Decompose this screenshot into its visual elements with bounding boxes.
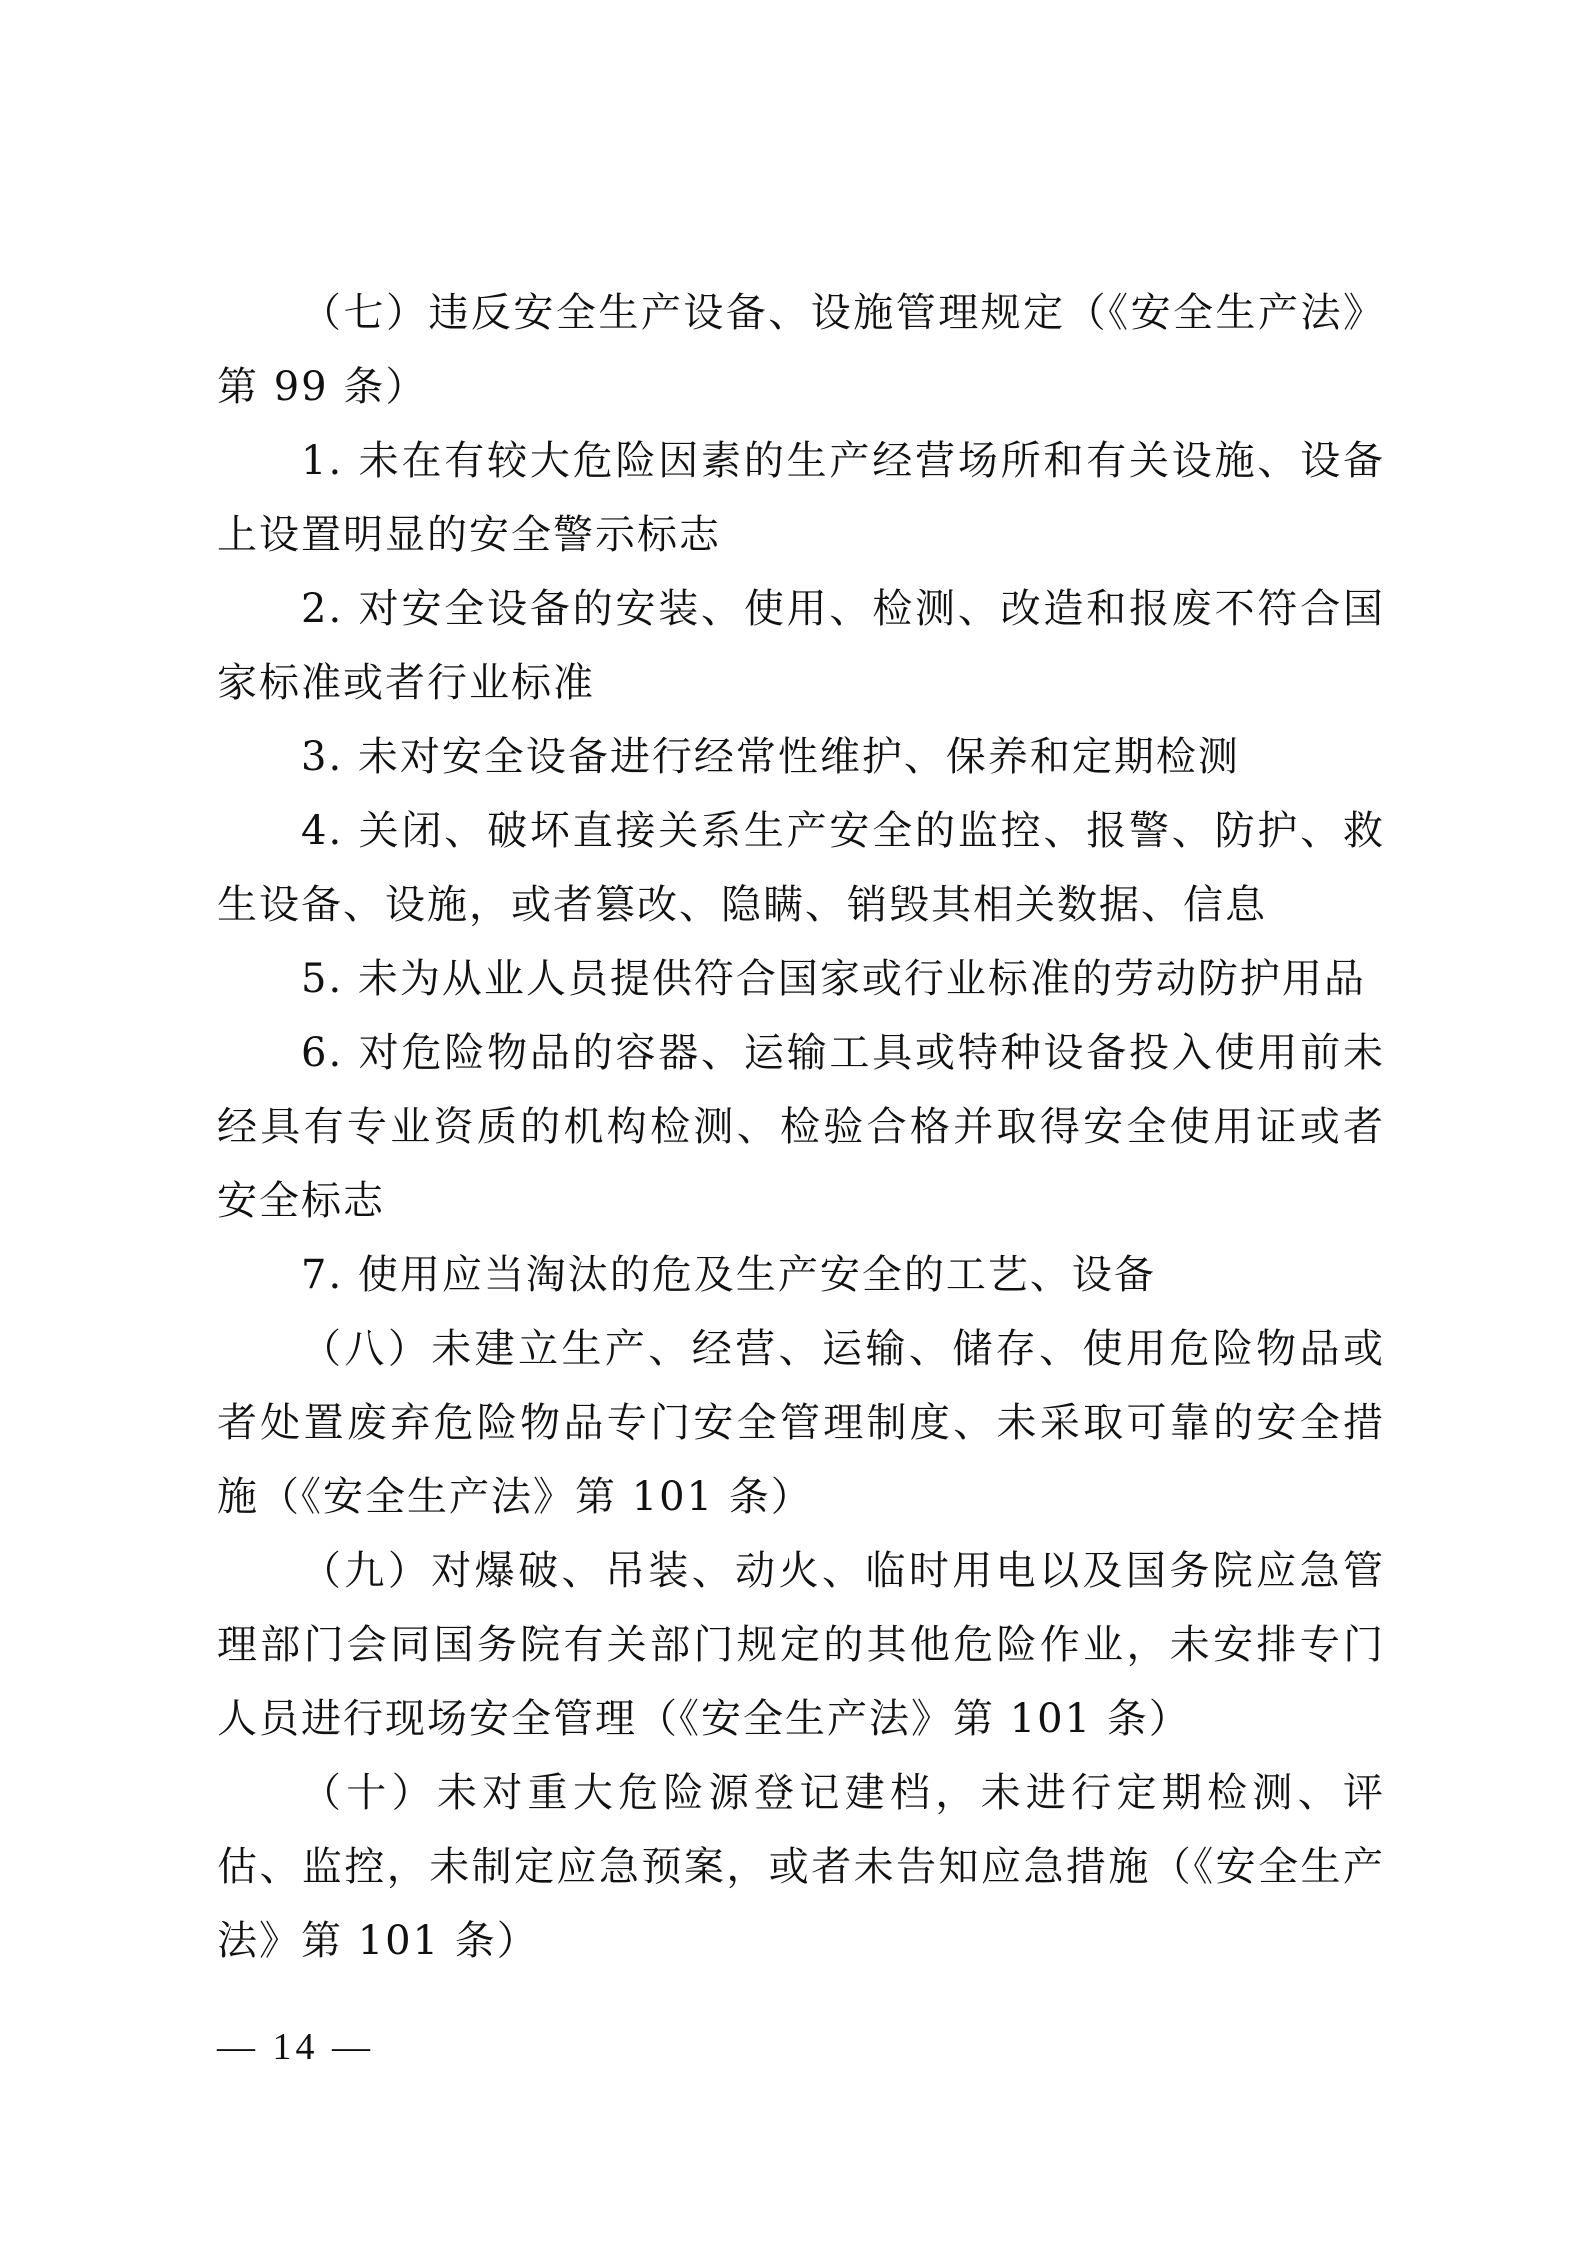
paragraph-item-5: 5. 未为从业人员提供符合国家或行业标准的劳动防护用品 (301, 956, 1366, 1002)
paragraph-item-4: 4. 关闭、破坏直接关系生产安全的监控、报警、防护、救生设备、设施，或者篡改、隐瞒、销毁其相关数据、信息 (217, 808, 1385, 928)
paragraph-section-9: （九）对爆破、吊装、动火、临时用电以及国务院应急管理部门会同国务院有关部门规定的其他危险作业，未安排专门人员进行现场安全管理（《安全生产法》第 101 条） (217, 1548, 1385, 1742)
paragraph-item-1: 1. 未在有较大危险因素的生产经营场所和有关设施、设备上设置明显的安全警示标志 (217, 438, 1385, 558)
paragraph-item-7: 7. 使用应当淘汰的危及生产安全的工艺、设备 (301, 1252, 1156, 1298)
paragraph-item-2: 2. 对安全设备的安装、使用、检测、改造和报废不符合国家标准或者行业标准 (217, 586, 1385, 706)
paragraph-item-3: 3. 未对安全设备进行经常性维护、保养和定期检测 (301, 734, 1240, 780)
paragraph-section-7: （七）违反安全生产设备、设施管理规定（《安全生产法》第 99 条） (217, 290, 1385, 410)
page-number: — 14 — (217, 2026, 374, 2068)
paragraph-item-6: 6. 对危险物品的容器、运输工具或特种设备投入使用前未经具有专业资质的机构检测、检验合格并取得安全使用证或者安全标志 (217, 1030, 1385, 1224)
paragraph-section-10: （十）未对重大危险源登记建档，未进行定期检测、评估、监控，未制定应急预案，或者未告知应急措施（《安全生产法》第 101 条） (217, 1770, 1385, 1964)
document-body (217, 276, 1385, 1978)
paragraph-section-8: （八）未建立生产、经营、运输、储存、使用危险物品或者处置废弃危险物品专门安全管理制度、未采取可靠的安全措施（《安全生产法》第 101 条） (217, 1326, 1385, 1520)
